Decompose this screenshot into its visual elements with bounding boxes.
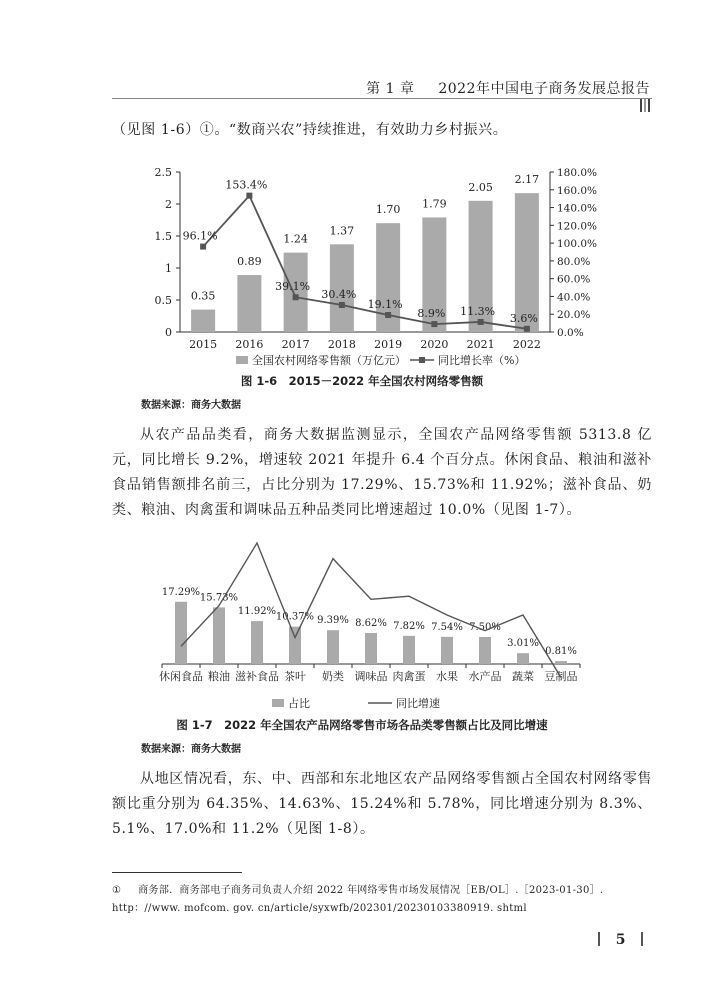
chart2-x-tick-label: 肉禽蛋 [392, 670, 426, 683]
paragraph-regional: 从地区情况看，东、中、西部和东北地区农产品网络零售额占全国农村网络零售额比重分别为 64.35%、14.63%、15.24%和 5.78%，同比增速分别为 8.3%、5.1%、17.0%和 11.2%（见图 1-8）。 [112, 771, 652, 837]
chart2-x-tick-label: 豆制品 [544, 670, 578, 683]
chart1-growth-label: 153.4% [225, 178, 268, 192]
chart2-bar [289, 627, 301, 664]
chart2-bar [175, 602, 187, 664]
chart1-left-tick-label: 2.5 [154, 166, 172, 179]
chart2-bar [403, 636, 415, 664]
chart1-growth-label: 96.1% [182, 229, 218, 243]
chapter-label: 第 1 章 [366, 81, 415, 97]
figure-1-7-caption: 图 1-7 2022 年全国农产品网络零售市场各品类零售额占比及同比增速 [176, 718, 548, 732]
chart2-axes [159, 664, 580, 683]
chart1-left-tick-label: 0.5 [154, 294, 172, 307]
intro-line: （见图 1-6）①。“数商兴农”持续推进，有效助力乡村振兴。 [112, 122, 508, 138]
chart2-bar [365, 633, 377, 664]
chart-rural-online-retail [140, 160, 610, 370]
chart2-x-tick-label: 水果 [436, 670, 458, 683]
report-title: 2022年中国电子商务发展总报告 [438, 81, 650, 97]
chart1-legend [236, 353, 525, 367]
chart2-x-tick-label: 休闲食品 [159, 670, 203, 683]
running-header [360, 78, 650, 116]
chart2-bar-label: 7.54% [431, 621, 463, 633]
chart1-x-tick-label: 2016 [235, 338, 264, 351]
chart1-left-tick-label: 0 [165, 326, 172, 339]
chart1-x-tick-label: 2019 [374, 338, 403, 351]
chart1-x-tick-label: 2022 [512, 338, 541, 351]
chart2-bar-label: 9.39% [317, 615, 349, 627]
chart1-growth-marker [385, 312, 391, 318]
footnote-marker: ① [112, 885, 122, 896]
chart1-growth-marker [246, 193, 252, 199]
chart2-x-tick-label: 水产品 [468, 670, 502, 683]
chart2-bar [251, 621, 263, 664]
chart1-x-tick-label: 2021 [466, 338, 495, 351]
chart1-right-tick-label: 120.0% [557, 220, 598, 233]
chart2-bar-label: 0.81% [545, 646, 577, 658]
chart1-bar [191, 310, 215, 332]
chart1-legend-line-label: 同比增长率（%） [438, 354, 526, 367]
chart1-right-tick-label: 140.0% [557, 202, 598, 215]
paragraph-product-categories: 从农产品品类看，商务大数据监测显示，全国农产品网络零售额 5313.8 亿元，同比增长 9.2%，增速较 2021 年提升 6.4 个百分点。休闲食品、粮油和滋补食品销售额排名前三，占比分别为 17.29%、15.73%和 11.92%；滋补食品、奶类、粮油、肉禽蛋和调味品五种品类同比增速超过 10.0%（见图 1-7）。 [112, 427, 652, 518]
chart2-x-tick-label: 滋补食品 [235, 670, 279, 683]
chart2-bar-label: 3.01% [507, 638, 539, 650]
chart2-bar-label: 7.82% [393, 620, 425, 632]
chart2-x-tick-label: 蔬菜 [512, 670, 534, 683]
chart1-growth-marker [478, 319, 484, 325]
chart2-x-tick-label: 茶叶 [284, 670, 306, 683]
chart2-bar-label: 17.29% [161, 586, 201, 598]
chart1-x-tick-label: 2020 [420, 338, 449, 351]
footnote [112, 882, 672, 918]
chart-product-category-share [140, 535, 600, 715]
chart1-legend-bar-swatch [236, 356, 248, 364]
chart2-legend-bar-swatch [272, 699, 284, 707]
figure-1-6-caption: 图 1-6 2015－2022 年全国农村网络零售额 [240, 374, 484, 388]
page-number: 5 [615, 932, 626, 948]
chart2-legend-line-label: 同比增速 [396, 697, 440, 710]
page-number-block [598, 932, 643, 948]
header-bars-ornament [638, 98, 650, 116]
chart1-x-tick-label: 2015 [189, 338, 218, 351]
chart2-legend-bar-label: 占比 [288, 697, 310, 710]
chart1-right-tick-label: 60.0% [557, 273, 591, 286]
chart1-left-tick-label: 1.5 [154, 230, 172, 243]
chart1-right-tick-label: 0.0% [557, 327, 584, 339]
chart2-bar-label: 11.92% [237, 606, 277, 618]
chart1-x-tick-label: 2018 [327, 338, 356, 351]
chart1-growth-label: 3.6% [509, 311, 538, 325]
chart1-growth-label: 30.4% [321, 287, 357, 301]
chart1-right-tick-label: 40.0% [557, 291, 591, 304]
chart2-bar [327, 630, 339, 664]
chart1-right-tick-label: 100.0% [557, 238, 598, 251]
header-rule [112, 98, 652, 99]
chart1-growth-label: 8.9% [417, 307, 446, 321]
chart1-growth-label: 39.1% [275, 280, 311, 294]
chart1-right-tick-label: 160.0% [557, 184, 598, 197]
chart1-bar-label: 1.37 [329, 224, 355, 238]
chart1-legend-line-marker [419, 357, 425, 363]
chart1-right-tick-label: 180.0% [557, 167, 598, 179]
chart2-bar-label: 7.50% [469, 622, 501, 633]
chart1-x-tick-label: 2017 [281, 338, 310, 351]
figure-1-6-source: 数据来源：商务大数据 [141, 400, 241, 411]
chart1-bar [237, 275, 261, 332]
chart2-bar [213, 607, 225, 664]
chart1-left-tick-label: 2 [165, 198, 172, 211]
chart2-bar-label: 10.37% [275, 611, 315, 623]
chart2-x-tick-label: 调味品 [354, 670, 388, 683]
chart1-right-tick-label: 20.0% [557, 309, 591, 322]
chart1-right-tick-label: 80.0% [557, 255, 591, 268]
chart1-bar-label: 2.05 [468, 180, 493, 194]
chart2-legend [272, 696, 440, 710]
figure-1-7-source: 数据来源：商务大数据 [141, 744, 241, 755]
chart1-left-tick-label: 1 [165, 262, 172, 275]
footnote-text: 商务部．商务部电子商务司负责人介绍 2022 年网络零售市场发展情况［EB/OL］.［2023-01-30］. http：//www. mofcom. gov. cn/article/syxwfb/202301/20230103380919. shtml [112, 885, 604, 914]
chart2-x-tick-label: 奶类 [322, 670, 344, 683]
chart1-bar-label: 0.89 [237, 255, 262, 269]
chart2-bar [441, 637, 453, 664]
chart1-bar-label: 0.35 [190, 289, 216, 303]
chart2-x-tick-label: 粮油 [208, 670, 230, 683]
chart2-bar-label: 15.73% [199, 592, 239, 604]
chart1-bar-label: 2.17 [514, 173, 540, 187]
chart2-bar [479, 637, 491, 664]
chart2-bar [555, 661, 567, 664]
chart1-growth-marker [339, 302, 345, 308]
chart1-growth-marker [431, 321, 437, 327]
chart1-growth-marker [524, 326, 530, 332]
chart1-bar-label: 1.24 [283, 232, 308, 246]
chart2-bar [517, 653, 529, 664]
footnote-rule [112, 872, 242, 873]
chart1-bar-label: 1.79 [422, 197, 447, 211]
chart1-growth-label: 11.3% [460, 304, 496, 318]
chart1-growth-marker [200, 244, 206, 250]
chart2-bar-label: 8.62% [355, 617, 387, 629]
chart1-growth-label: 19.1% [367, 298, 403, 312]
chart1-legend-bar-label: 全国农村网络零售额（万亿元） [252, 354, 406, 367]
chart1-growth-marker [293, 294, 299, 300]
chart1-bar-label: 1.70 [375, 203, 401, 217]
